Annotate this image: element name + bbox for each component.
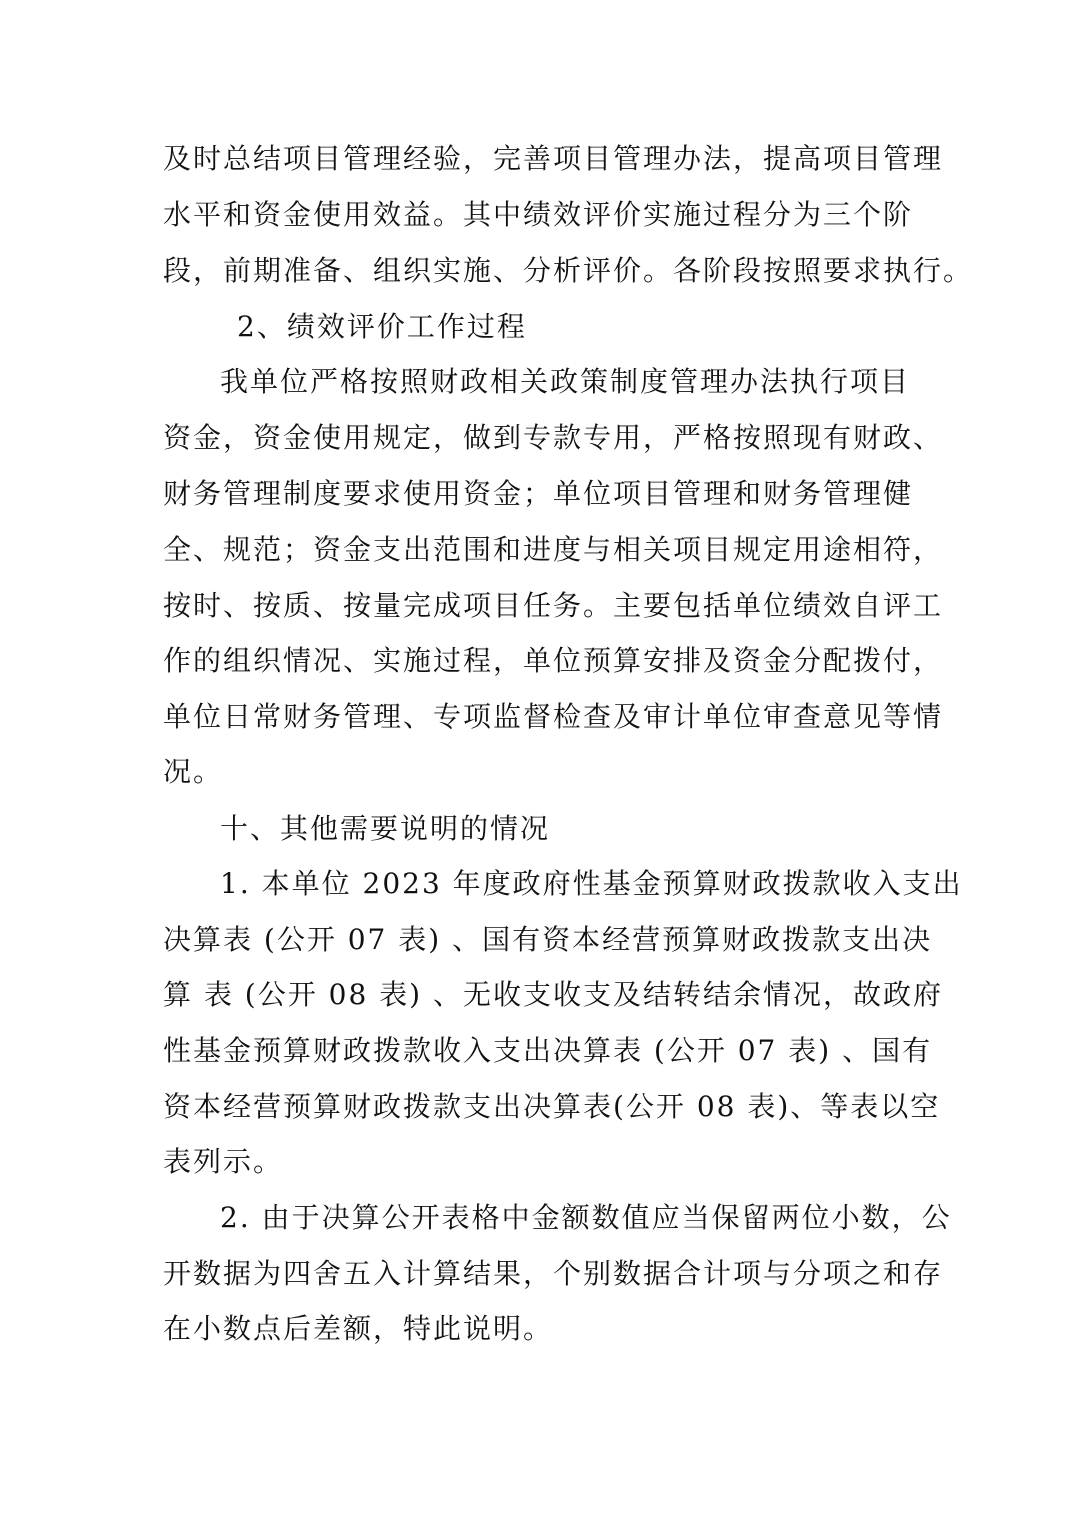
paragraph-line: 在小数点后差额，特此说明。 (163, 1312, 554, 1345)
section-heading: 十、其他需要说明的情况 (220, 812, 551, 845)
paragraph-line: 作的组织情况、实施过程，单位预算安排及资金分配拨付， (163, 644, 944, 677)
paragraph-line: 2. 由于决算公开表格中金额数值应当保留两位小数，公 (220, 1201, 952, 1234)
paragraph-line: 1. 本单位 2023 年度政府性基金预算财政拨款收入支出 (220, 867, 963, 900)
paragraph-line: 按时、按质、按量完成项目任务。主要包括单位绩效自评工 (163, 589, 944, 622)
paragraph-line: 财务管理制度要求使用资金；单位项目管理和财务管理健 (163, 477, 914, 510)
paragraph-line: 我单位严格按照财政相关政策制度管理办法执行项目 (220, 365, 911, 398)
paragraph-line: 表列示。 (163, 1145, 284, 1178)
paragraph-line: 资本经营预算财政拨款支出决算表(公开 08 表)、等表以空 (163, 1090, 941, 1123)
paragraph-line: 资金，资金使用规定，做到专款专用，严格按照现有财政、 (163, 421, 944, 454)
paragraph-line: 及时总结项目管理经验，完善项目管理办法，提高项目管理 (163, 142, 944, 175)
paragraph-line: 算 表 (公开 08 表) 、无收支收支及结转结余情况，故政府 (163, 978, 943, 1011)
section-heading: 2、绩效评价工作过程 (237, 310, 527, 343)
paragraph-line: 况。 (163, 755, 224, 788)
paragraph-line: 开数据为四舍五入计算结果，个别数据合计项与分项之和存 (163, 1257, 944, 1290)
paragraph-line: 单位日常财务管理、专项监督检查及审计单位审查意见等情 (163, 700, 944, 733)
paragraph-line: 水平和资金使用效益。其中绩效评价实施过程分为三个阶 (163, 198, 914, 231)
paragraph-line: 性基金预算财政拨款收入支出决算表 (公开 07 表) 、国有 (163, 1034, 933, 1067)
paragraph-line: 全、规范；资金支出范围和进度与相关项目规定用途相符， (163, 533, 944, 566)
paragraph-line: 段，前期准备、组织实施、分析评价。各阶段按照要求执行。 (163, 254, 974, 287)
paragraph-line: 决算表 (公开 07 表) 、国有资本经营预算财政拨款支出决 (163, 923, 933, 956)
